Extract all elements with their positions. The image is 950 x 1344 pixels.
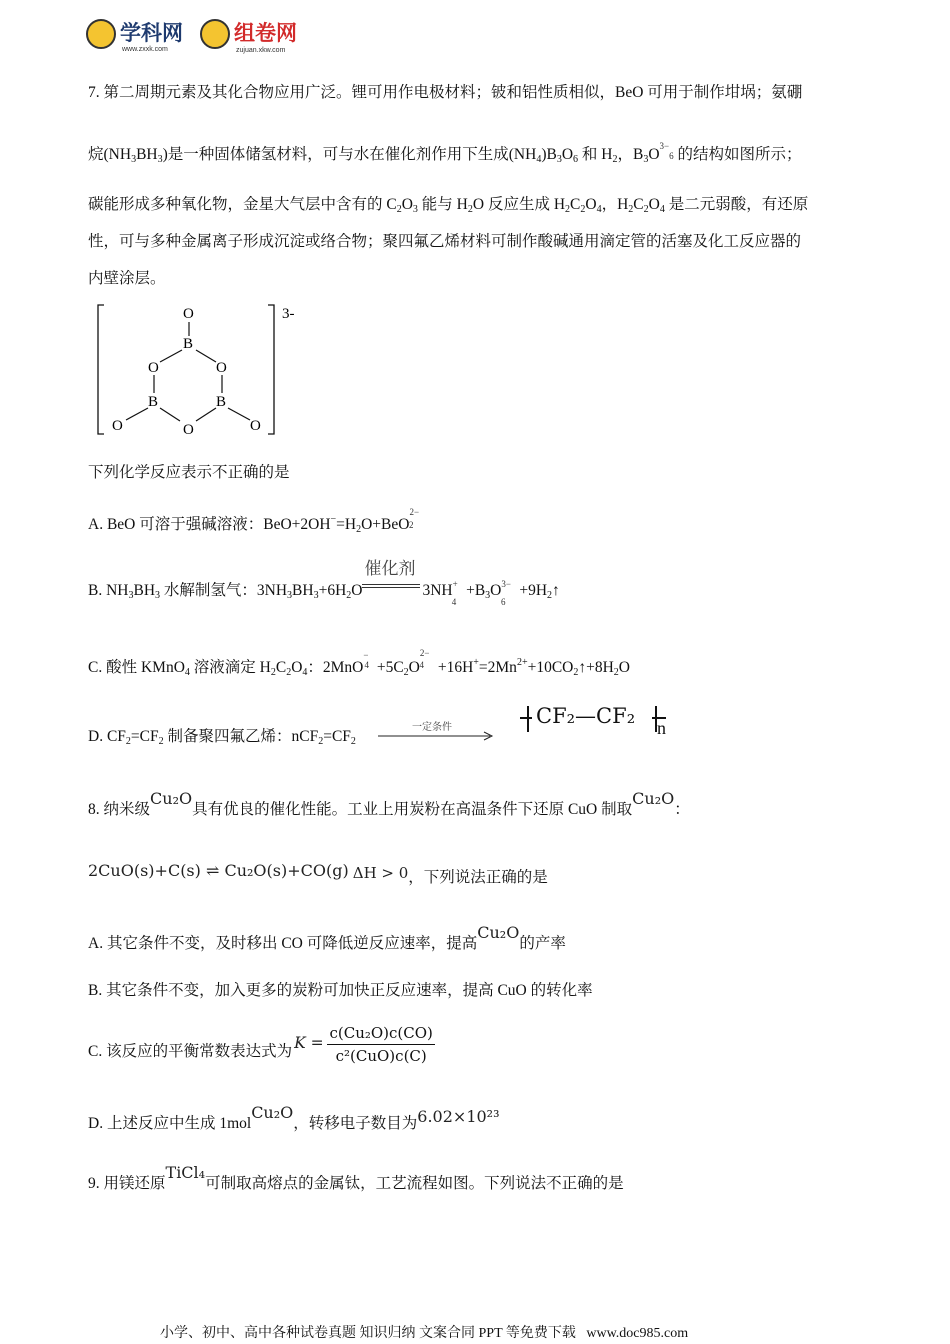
charge-label: 3- (282, 306, 295, 322)
zxxk-logo (86, 14, 183, 54)
atom-b-left: B (148, 394, 159, 410)
atom-o-farleft: O (112, 418, 123, 434)
q8-equation-line: 2CuO(s)+C(s) ⇌ Cu₂O(s)+CO(g) ΔH > 0，下列说法正确的是 (88, 861, 548, 886)
q9-stem: 9. 用镁还原TiCl₄可制取高熔点的金属钛，工艺流程如图。下列说法不正确的是 (88, 1163, 624, 1192)
atom-o-top: O (183, 306, 194, 322)
q8-stem: 8. 纳米级Cu₂O具有优良的催化性能。工业上用炭粉在高温条件下还原 CuO 制取Cu₂O： (88, 789, 690, 818)
q8-option-a: A. 其它条件不变，及时移出 CO 可降低逆反应速率，提高Cu₂O的产率 (88, 923, 566, 952)
catalyst-label: 催化剂 (364, 559, 416, 579)
q7-line3: 碳能形成多种氧化物，金星大气层中含有的 $C_2O_3$ 能与 $H_2O$ 反应生成 $H_2C_2O_4$，$H_2C_2O_4$ 是二元弱酸，有还原 (88, 196, 809, 215)
ticl4-formula: TiCl₄ (165, 1163, 206, 1182)
q7-option-d: D. $CF_2=CF_2$ 制备聚四氟乙烯：$nCF_2=CF_2$ (88, 728, 356, 747)
equilibrium-fraction: $\frac{\text{c(Cu₂O)c(CO)}}{\text{c²(CuO)c(C)}}$ (329, 1024, 433, 1065)
mascot-icon-2 (200, 19, 230, 49)
mascot-icon (86, 19, 116, 49)
q7-option-b: B. $NH_3BH_3$ 水解制氢气：$3NH_3BH_3+6H_2O$ 催化剂 $3NH^+_4 +B_3O^{3-}_6$ $+9H_2↑$ (88, 559, 560, 607)
q8-option-c: C. 该反应的平衡常数表达式为 K = $\frac{\text{c(Cu₂O)c(CO)}}{\text{c²(CuO)c(C)}}$ (88, 1024, 433, 1065)
atom-b-right: B (216, 394, 227, 410)
condition-label: 一定条件 (412, 722, 452, 733)
q7-option-a: A. BeO 可溶于强碱溶液：$BeO+2OH^-=H_2O+BeO^{2-}2$ (88, 507, 420, 535)
ptfe-polymer-structure (520, 700, 670, 742)
q8-delta-h: ΔH > 0 (352, 864, 409, 882)
q7-option-c: C. 酸性 KMnO$_4$ 溶液滴定 $H_2C_2O_4$：$2MnO^{-4} +5C_2O^{2-4}$ $+16H^+=2Mn^{2+}+10CO_2↑+8H_2O$ (88, 648, 630, 678)
q7-stem: 下列化学反应表示不正确的是 (88, 464, 290, 481)
q8-equation: 2CuO(s)+C(s) ⇌ Cu₂O(s)+CO(g) (88, 861, 349, 880)
atom-b-top: B (183, 336, 194, 352)
q8-option-d: D. 上述反应中生成 1molCu₂O，转移电子数目为6.02×10²³ (88, 1103, 500, 1132)
q8-option-b: B. 其它条件不变，加入更多的炭粉可加快正反应速率，提高 CuO 的转化率 (88, 982, 593, 999)
q7-line5: 内壁涂层。 (88, 270, 166, 287)
atom-o-right: O (216, 360, 227, 376)
q7-line4: 性，可与多种金属离子形成沉淀或络合物；聚四氟乙烯材料可制作酸碱通用滴定管的活塞及化工反应器的 (88, 233, 802, 250)
q7-line1: 7. 第二周期元素及其化合物应用广泛。锂可用作电极材料；铍和铝性质相似，BeO 可用于制作坩埚；氨硼 (88, 84, 803, 101)
logo2-url: zujuan.xkw.com (236, 47, 286, 54)
atom-o-farright: O (250, 418, 261, 434)
q7-line2: 烷$(NH_3BH_3)$是一种固体储氢材料，可与水在催化剂作用下生成$(NH_4)B_3O_6$ 和 $H_2$，$B_3O^{3-}6$ 的结构如图所示； (88, 141, 802, 165)
logo2-name: 组卷网 (234, 22, 297, 45)
footer (160, 1322, 688, 1342)
b3o6-structure-diagram (90, 300, 320, 445)
footer-site: www.doc985.com (586, 1326, 689, 1341)
cu2o-formula-2: Cu₂O (632, 789, 675, 808)
zujuan-logo (200, 14, 297, 54)
atom-o-bottom: O (183, 422, 194, 438)
condition-arrow (378, 718, 496, 740)
cu2o-formula: Cu₂O (150, 789, 193, 808)
polymer-unit: CF₂—CF₂ (536, 704, 636, 728)
atom-o-left: O (148, 360, 159, 376)
polymer-n: n (657, 718, 666, 738)
logo1-url: www.zxxk.com (122, 46, 168, 53)
logo1-name: 学科网 (120, 22, 183, 45)
footer-text: 小学、初中、高中各种试卷真题 知识归纳 文案合同 PPT 等免费下载 (160, 1326, 576, 1341)
